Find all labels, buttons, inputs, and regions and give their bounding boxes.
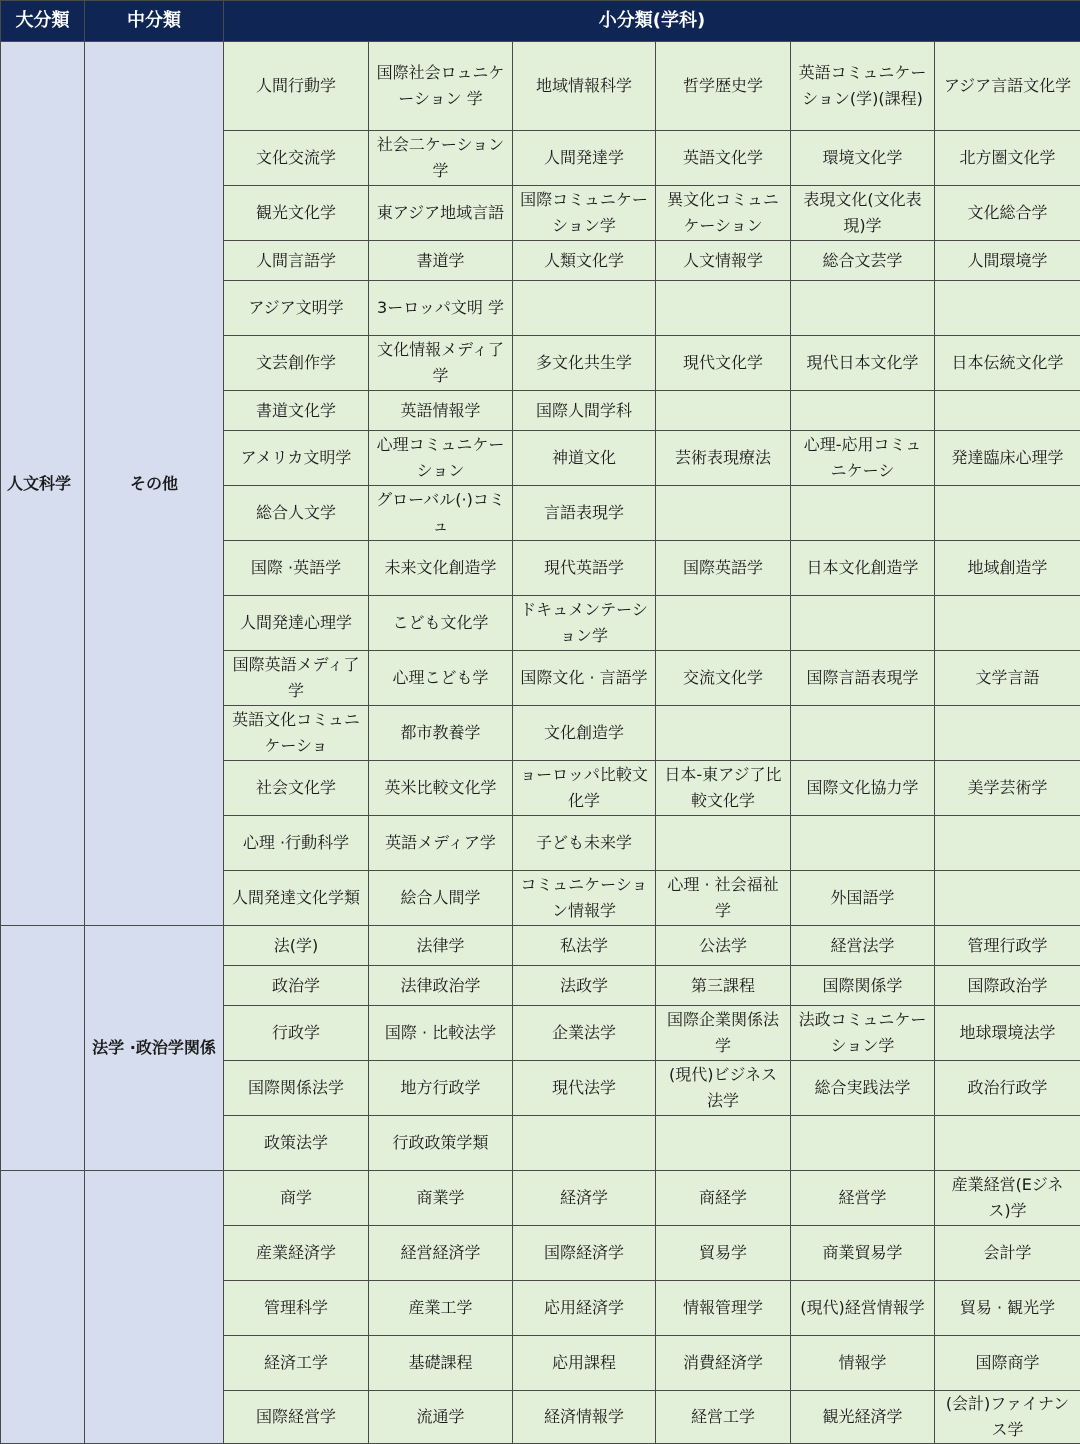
table-row <box>1 926 1080 966</box>
subcategory-cell: 行政学 <box>224 1006 369 1061</box>
subcategory-cell <box>935 281 1080 336</box>
header-row <box>1 1 1080 42</box>
subcategory-cell: 心理 ·行動科学 <box>224 816 369 871</box>
subcategory-cell: 哲学歴史学 <box>656 42 791 131</box>
subcategory-cell: 心理こども学 <box>369 651 513 706</box>
subcategory-cell: アジア言語文化学 <box>935 42 1080 131</box>
subcategory-cell: 未来文化創造学 <box>369 541 513 596</box>
subcategory-cell: 日本伝統文化学 <box>935 336 1080 391</box>
subcategory-cell <box>935 1116 1080 1171</box>
subcategory-cell: 現代法学 <box>513 1061 656 1116</box>
subcategory-cell <box>513 281 656 336</box>
subcategory-cell: 総合文芸学 <box>791 241 935 281</box>
subcategory-cell: 法律学 <box>369 926 513 966</box>
subcategory-cell: 貿易学 <box>656 1226 791 1281</box>
subcategory-cell <box>656 706 791 761</box>
subcategory-cell: 心理 · 社会福祉学 <box>656 871 791 926</box>
subcategory-cell <box>935 871 1080 926</box>
subcategory-cell: 総合人文学 <box>224 486 369 541</box>
subcategory-cell: 芸術表現療法 <box>656 431 791 486</box>
subcategory-cell <box>656 816 791 871</box>
subcategory-cell: 国際経営学 <box>224 1391 369 1444</box>
subcategory-cell: 環境文化学 <box>791 131 935 186</box>
mid-category-cell <box>85 1171 224 1444</box>
subcategory-cell: 国際商学 <box>935 1336 1080 1391</box>
subcategory-cell: 地域創造学 <box>935 541 1080 596</box>
subcategory-cell: 社会文化学 <box>224 761 369 816</box>
subcategory-cell: 国際英語メディ了学 <box>224 651 369 706</box>
subcategory-cell: 現代英語学 <box>513 541 656 596</box>
subcategory-cell: 3ーロッパ文明 学 <box>369 281 513 336</box>
subcategory-cell <box>791 706 935 761</box>
table-row <box>1 42 1080 131</box>
subcategory-cell: 法律政治学 <box>369 966 513 1006</box>
subcategory-cell: コミュニケーション情報学 <box>513 871 656 926</box>
subcategory-cell: ドキュメンテーション学 <box>513 596 656 651</box>
mid-category-cell: 法学 ·政治学関係 <box>85 926 224 1171</box>
subcategory-cell: (現代)ビジネス法学 <box>656 1061 791 1116</box>
subcategory-cell: 人類文化学 <box>513 241 656 281</box>
subcategory-cell: 法政学 <box>513 966 656 1006</box>
subcategory-cell: 人間発達文化学類 <box>224 871 369 926</box>
subcategory-cell: こども文化学 <box>369 596 513 651</box>
subcategory-cell: 国際 ·英語学 <box>224 541 369 596</box>
subcategory-cell: 心理-応用コミュニケーシ <box>791 431 935 486</box>
subcategory-cell: アジア文明学 <box>224 281 369 336</box>
subcategory-cell: 経営経済学 <box>369 1226 513 1281</box>
subcategory-cell <box>935 486 1080 541</box>
subcategory-cell: 私法学 <box>513 926 656 966</box>
subcategory-cell: 国際コミュニケーション学 <box>513 186 656 241</box>
subcategory-cell: 会計学 <box>935 1226 1080 1281</box>
mid-category-cell: その他 <box>85 42 224 926</box>
subcategory-cell: グローバル(·)コミュ <box>369 486 513 541</box>
subcategory-cell: 絵合人間学 <box>369 871 513 926</box>
subcategory-cell: (現代)経営情報学 <box>791 1281 935 1336</box>
subcategory-cell: 東アジア地域言語 <box>369 186 513 241</box>
subcategory-cell: 国際関係法学 <box>224 1061 369 1116</box>
subcategory-cell: 管理行政学 <box>935 926 1080 966</box>
subcategory-cell: 総合実践法学 <box>791 1061 935 1116</box>
subcategory-cell <box>935 596 1080 651</box>
subcategory-cell: 国際社会ロュニケーション 学 <box>369 42 513 131</box>
subcategory-cell: 人間発達学 <box>513 131 656 186</box>
subcategory-cell <box>656 486 791 541</box>
subcategory-cell: 文化総合学 <box>935 186 1080 241</box>
subcategory-cell: 産業工学 <box>369 1281 513 1336</box>
subcategory-cell: 産業経営(Eジネス)学 <box>935 1171 1080 1226</box>
subcategory-cell <box>935 391 1080 431</box>
subcategory-cell: 政策法学 <box>224 1116 369 1171</box>
subcategory-cell: 言語表現学 <box>513 486 656 541</box>
subcategory-cell: 英語文化学 <box>656 131 791 186</box>
subcategory-cell: 書道学 <box>369 241 513 281</box>
subcategory-cell: 応用課程 <box>513 1336 656 1391</box>
subcategory-cell: 英語情報学 <box>369 391 513 431</box>
subcategory-cell: 文芸創作学 <box>224 336 369 391</box>
subcategory-cell: 国際言語表現学 <box>791 651 935 706</box>
subcategory-cell: アメリカ文明学 <box>224 431 369 486</box>
subcategory-cell: 情報学 <box>791 1336 935 1391</box>
subcategory-cell: 国際企業関係法学 <box>656 1006 791 1061</box>
subcategory-cell <box>656 281 791 336</box>
subcategory-cell: 人間行動学 <box>224 42 369 131</box>
subcategory-cell: 文化交流学 <box>224 131 369 186</box>
subcategory-cell: 心理コミュニケーション <box>369 431 513 486</box>
subcategory-cell: 情報管理学 <box>656 1281 791 1336</box>
subcategory-cell: 外国語学 <box>791 871 935 926</box>
subcategory-cell: 人間発達心理学 <box>224 596 369 651</box>
subcategory-cell: 貿易 · 観光学 <box>935 1281 1080 1336</box>
header-sub: 小分類(学科) <box>224 1 1080 42</box>
subcategory-cell <box>656 391 791 431</box>
subcategory-cell <box>791 281 935 336</box>
subcategory-cell: 書道文化学 <box>224 391 369 431</box>
subcategory-cell: 観光経済学 <box>791 1391 935 1444</box>
subcategory-cell: 都市教養学 <box>369 706 513 761</box>
subcategory-cell: 政治行政学 <box>935 1061 1080 1116</box>
header-mid: 中分類 <box>85 1 224 42</box>
table-row <box>1 1171 1080 1226</box>
subcategory-cell: 地球環境法学 <box>935 1006 1080 1061</box>
subcategory-cell: 美学芸術学 <box>935 761 1080 816</box>
subcategory-cell: 法政コミュニケーション学 <box>791 1006 935 1061</box>
subcategory-cell: 第三課程 <box>656 966 791 1006</box>
subcategory-cell <box>656 1116 791 1171</box>
subcategory-cell: 経営学 <box>791 1171 935 1226</box>
subcategory-cell: 文化情報メディ了学 <box>369 336 513 391</box>
subcategory-cell: 行政政策学類 <box>369 1116 513 1171</box>
subcategory-cell: 国際英語学 <box>656 541 791 596</box>
major-category-cell: 人文科学 <box>1 42 85 926</box>
subcategory-cell: 交流文化学 <box>656 651 791 706</box>
subcategory-cell: 国際人間学科 <box>513 391 656 431</box>
subcategory-cell: 商業貿易学 <box>791 1226 935 1281</box>
subcategory-cell: 国際 · 比較法学 <box>369 1006 513 1061</box>
subcategory-cell: ョーロッパ比較文化学 <box>513 761 656 816</box>
subcategory-cell: 文化創造学 <box>513 706 656 761</box>
subcategory-cell <box>513 1116 656 1171</box>
subcategory-cell: 経済学 <box>513 1171 656 1226</box>
subcategory-cell: 北方圏文化学 <box>935 131 1080 186</box>
subcategory-cell: 異文化コミュニケーション <box>656 186 791 241</box>
subcategory-cell: 多文化共生学 <box>513 336 656 391</box>
subcategory-cell <box>791 816 935 871</box>
subcategory-cell: 商学 <box>224 1171 369 1226</box>
subcategory-cell: 英米比較文化学 <box>369 761 513 816</box>
subcategory-cell: 表現文化(文化表現)学 <box>791 186 935 241</box>
subcategory-cell <box>791 391 935 431</box>
subcategory-cell: 経営法学 <box>791 926 935 966</box>
subcategory-cell: 現代文化学 <box>656 336 791 391</box>
subcategory-cell: 国際文化協力学 <box>791 761 935 816</box>
subcategory-cell: 英語コミュニケーション(学)(課程) <box>791 42 935 131</box>
subcategory-cell: 社会二ケーション学 <box>369 131 513 186</box>
subcategory-cell <box>791 1116 935 1171</box>
subcategory-cell: 消費経済学 <box>656 1336 791 1391</box>
subcategory-cell: 企業法学 <box>513 1006 656 1061</box>
subcategory-cell: 国際文化 · 言語学 <box>513 651 656 706</box>
subcategory-cell: 神道文化 <box>513 431 656 486</box>
table-body <box>1 42 1080 1444</box>
subcategory-cell: 国際政治学 <box>935 966 1080 1006</box>
subcategory-cell: 日本文化創造学 <box>791 541 935 596</box>
subcategory-cell: 経済工学 <box>224 1336 369 1391</box>
subcategory-cell: 英語文化コミュニケーショ <box>224 706 369 761</box>
header-major: 大分類 <box>1 1 85 42</box>
subcategory-cell: 法(学) <box>224 926 369 966</box>
subcategory-cell: 日本-東アジ了比較文化学 <box>656 761 791 816</box>
subcategory-cell: 流通学 <box>369 1391 513 1444</box>
subcategory-cell: 観光文化学 <box>224 186 369 241</box>
subcategory-cell <box>935 816 1080 871</box>
subcategory-cell: 発達臨床心理学 <box>935 431 1080 486</box>
subcategory-cell: 商経学 <box>656 1171 791 1226</box>
subcategory-cell: 商業学 <box>369 1171 513 1226</box>
subcategory-cell: 人間言語学 <box>224 241 369 281</box>
subcategory-cell <box>935 706 1080 761</box>
subcategory-cell: 文学言語 <box>935 651 1080 706</box>
subcategory-cell: 子ども未来学 <box>513 816 656 871</box>
subcategory-cell: 国際経済学 <box>513 1226 656 1281</box>
subcategory-cell: 公法学 <box>656 926 791 966</box>
subcategory-cell: 基礎課程 <box>369 1336 513 1391</box>
subcategory-cell <box>791 486 935 541</box>
subcategory-cell <box>791 596 935 651</box>
subcategory-cell: 応用経済学 <box>513 1281 656 1336</box>
subcategory-cell: 管理科学 <box>224 1281 369 1336</box>
subcategory-cell: 地方行政学 <box>369 1061 513 1116</box>
subcategory-cell: 人間環境学 <box>935 241 1080 281</box>
subcategory-cell: 経済情報学 <box>513 1391 656 1444</box>
subcategory-cell: 人文情報学 <box>656 241 791 281</box>
subcategory-cell: 英語メディア学 <box>369 816 513 871</box>
subcategory-cell: 政治学 <box>224 966 369 1006</box>
subcategory-cell: 経営工学 <box>656 1391 791 1444</box>
subcategory-cell <box>656 596 791 651</box>
subcategory-cell: (会計)ファイナンス学 <box>935 1391 1080 1444</box>
subcategory-cell: 現代日本文化学 <box>791 336 935 391</box>
major-category-cell <box>1 1171 85 1444</box>
subcategory-cell: 産業経済学 <box>224 1226 369 1281</box>
subcategory-cell: 地域情報科学 <box>513 42 656 131</box>
subcategory-cell: 国際関係学 <box>791 966 935 1006</box>
major-category-cell <box>1 926 85 1171</box>
